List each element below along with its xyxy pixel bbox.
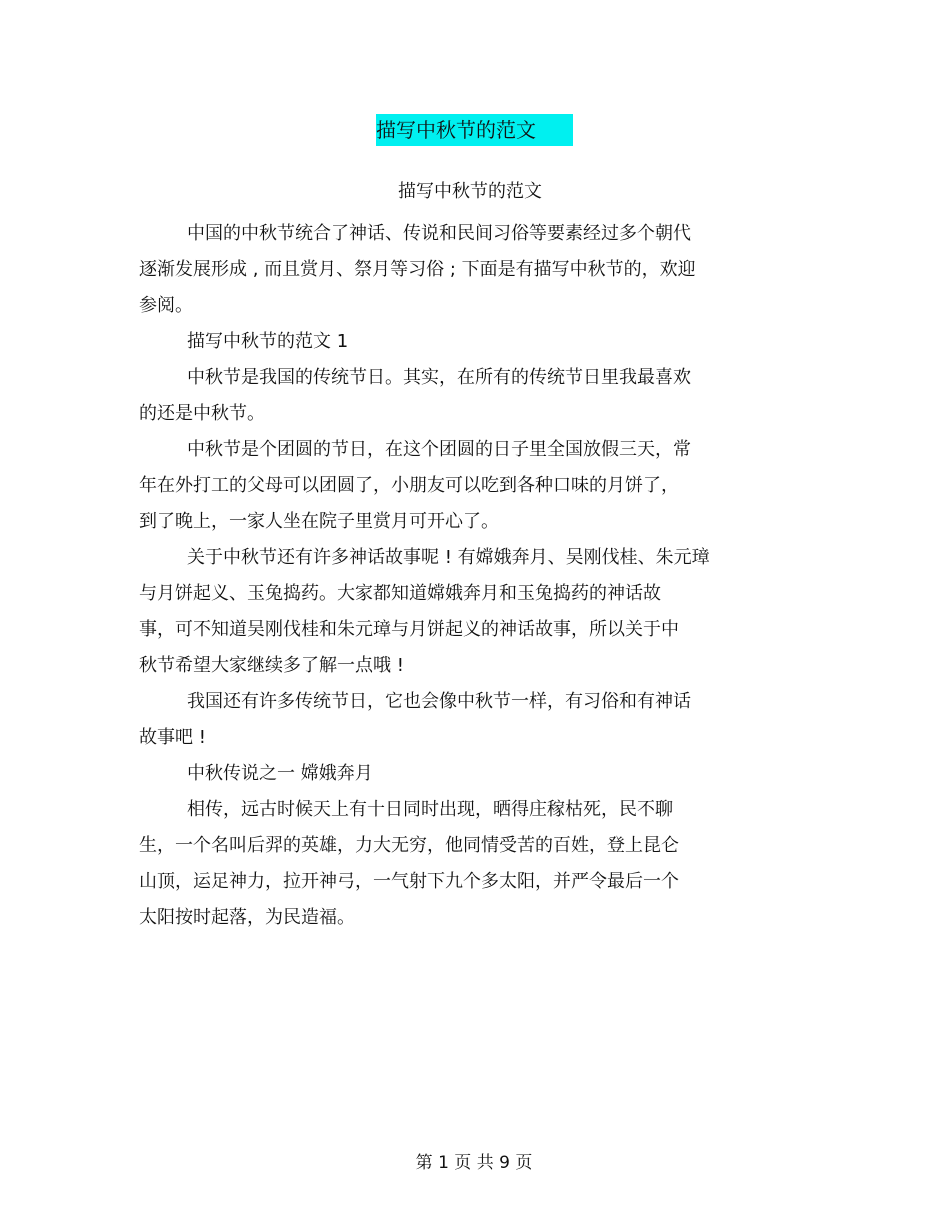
paragraph-line: 相传，远古时候天上有十日同时出现，晒得庄稼枯死，民不聊 <box>187 799 673 820</box>
paragraph-line: 中国的中秋节统合了神话、传说和民间习俗等要素经过多个朝代 <box>187 223 691 244</box>
paragraph-line: 到了晚上，一家人坐在院子里赏月可开心了。 <box>139 511 499 532</box>
paragraph-line: 故事吧 ! <box>139 727 206 748</box>
paragraph-line: 事，可不知道吴刚伐桂和朱元璋与月饼起义的神话故事，所以关于中 <box>139 619 679 640</box>
section-heading: 中秋传说之一 嫦娥奔月 <box>187 763 373 784</box>
document-subtitle: 描写中秋节的范文 <box>398 181 542 202</box>
paragraph-line: 年在外打工的父母可以团圆了，小朋友可以吃到各种口味的月饼了， <box>139 475 679 496</box>
document-title: 描写中秋节的范文 <box>376 114 573 146</box>
paragraph-line: 参阅。 <box>139 295 193 316</box>
paragraph-line: 中秋节是我国的传统节日。其实，在所有的传统节日里我最喜欢 <box>187 367 691 388</box>
section-heading: 描写中秋节的范文 1 <box>187 331 349 352</box>
paragraph-line: 秋节希望大家继续多了解一点哦 ! <box>139 655 404 676</box>
paragraph-line: 逐渐发展形成 , 而且赏月、祭月等习俗 ; 下面是有描写中秋节的，欢迎 <box>139 259 696 280</box>
paragraph-line: 关于中秋节还有许多神话故事呢 ! 有嫦娥奔月、吴刚伐桂、朱元璋 <box>187 547 710 568</box>
paragraph-line: 山顶，运足神力，拉开神弓，一气射下九个多太阳，并严令最后一个 <box>139 871 679 892</box>
paragraph-line: 中秋节是个团圆的节日，在这个团圆的日子里全国放假三天，常 <box>187 439 691 460</box>
paragraph-line: 太阳按时起落，为民造福。 <box>139 907 355 928</box>
page-footer: 第 1 页 共 9 页 <box>415 1153 533 1173</box>
paragraph-line: 我国还有许多传统节日，它也会像中秋节一样，有习俗和有神话 <box>187 691 691 712</box>
paragraph-line: 生，一个名叫后羿的英雄，力大无穷，他同情受苦的百姓，登上昆仑 <box>139 835 679 856</box>
document-body <box>139 216 799 936</box>
paragraph-line: 的还是中秋节。 <box>139 403 265 424</box>
paragraph-line: 与月饼起义、玉兔捣药。大家都知道嫦娥奔月和玉兔捣药的神话故 <box>139 583 661 604</box>
